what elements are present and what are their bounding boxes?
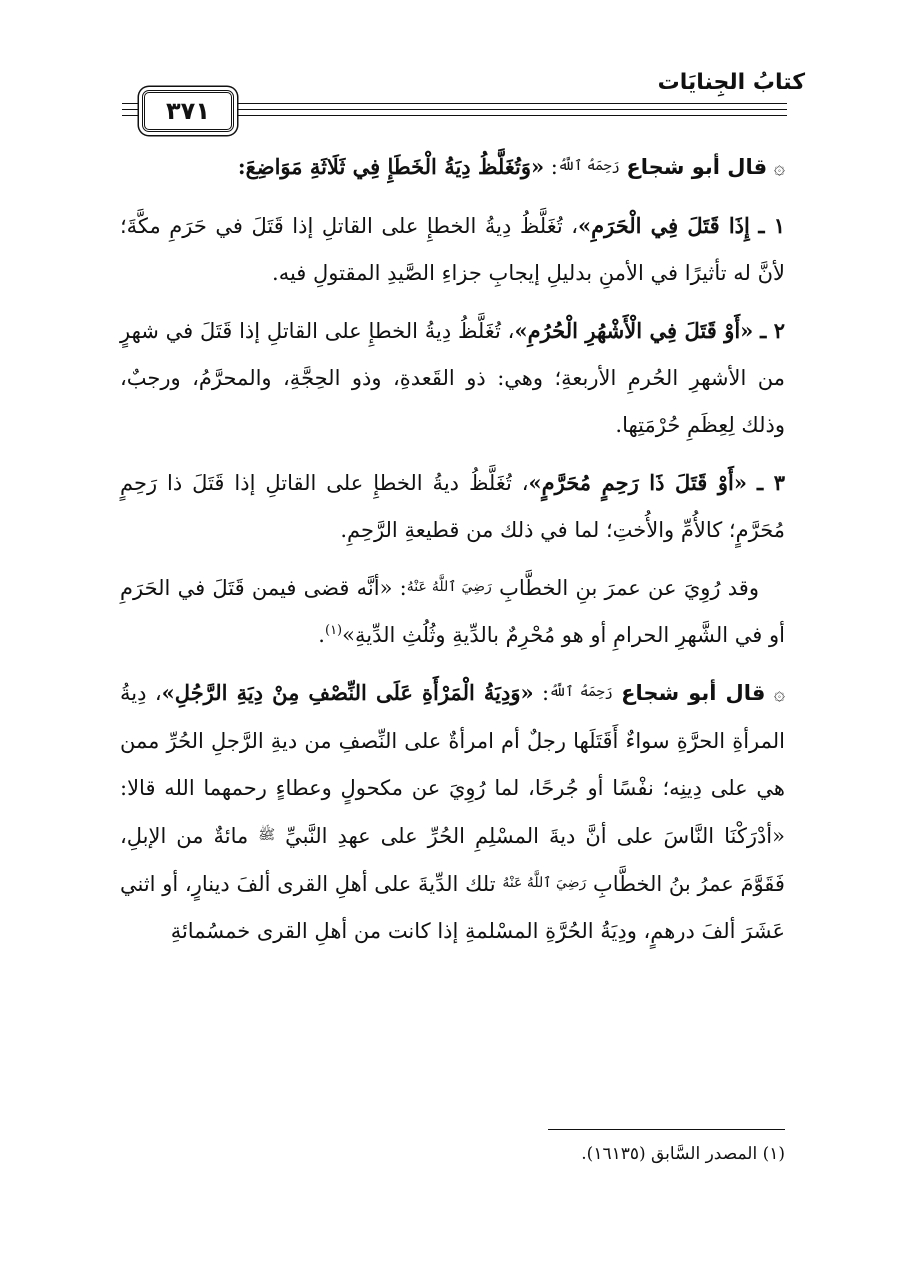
- paragraph: [120, 459, 785, 554]
- colon: :: [550, 155, 558, 179]
- footnote-divider: [548, 1129, 785, 1130]
- paragraph: [120, 564, 785, 659]
- speaker-name: قال أبو شجاع: [621, 681, 766, 705]
- running-header-title: كتابُ الجِنايَات: [657, 70, 805, 95]
- item-number: ٢ ـ: [760, 318, 785, 343]
- honorific: رَضِيَ ٱللَّهُ عَنْهُ: [406, 579, 492, 595]
- honorific: ﷺ: [258, 827, 276, 843]
- section-mark-icon: ۞: [773, 157, 785, 179]
- footnote-marker: (١): [762, 1144, 785, 1164]
- commentary-text: : «أنَّه قضى فيمن قَتَلَ في الحَرَمِ أو في الشَّهرِ الحرامِ أو هو مُحْرِمٌ بالدِّيةِ وثُلُثِ الدِّيةِ»: [120, 576, 785, 647]
- honorific: رَضِيَ ٱللَّهُ عَنْهُ: [502, 875, 587, 891]
- matn-quote: «أَوْ قَتَلَ ذَا رَحِمٍ مُحَرَّمٍ»: [528, 470, 748, 495]
- commentary-text: ، تُغَلَّظُ دِيةُ الخطإِ على القاتلِ إذا قَتَلَ في شهرٍ من الأشهرِ الحُرمِ الأربعةِ؛ وهي: ذو القَعدةِ، وذو الحِجَّةِ، والمحرَّمُ، ورجبٌ، وذلك لِعِظَمِ حُرْمَتِها.: [120, 319, 785, 437]
- commentary-text: مائةٌ من الإبلِ، فَقَوَّمَ عمرُ بنُ الخطَّابِ: [120, 824, 785, 896]
- commentary-text: ، تُغَلَّظُ دِيةُ الخطإِ على القاتلِ إذا قَتَلَ في حَرَمِ مكَّةَ؛ لأنَّ له تأثيرًا في الأمنِ بدليلِ إيجابِ جزاءِ الصَّيدِ المقتولِ فيه.: [120, 214, 785, 285]
- matn-quote: «وَدِيَةُ الْمَرْأَةِ عَلَى النِّصْفِ مِنْ دِيَةِ الرَّجُلِ»: [161, 680, 534, 705]
- paragraph: [120, 202, 785, 297]
- main-text: [120, 143, 785, 965]
- footnote-text: المصدر السَّابق (١٦١٣٥).: [581, 1144, 758, 1164]
- honorific: رَحِمَهُ ٱللَّهُ: [549, 684, 613, 700]
- paragraph: [120, 143, 785, 192]
- colon: :: [542, 681, 550, 705]
- matn-quote: «أَوْ قَتَلَ فِي الْأَشْهُرِ الْحُرُمِ»: [514, 318, 754, 343]
- honorific: رَحِمَهُ ٱللَّهُ: [557, 158, 620, 174]
- section-mark-icon: ۞: [773, 683, 785, 705]
- commentary-text: وقد رُوِيَ عن عمرَ بنِ الخطَّابِ: [499, 576, 759, 600]
- item-number: ٣ ـ: [756, 470, 785, 495]
- commentary-text: ، تُغَلَّظُ ديةُ الخطإِ على القاتلِ إذا قَتَلَ ذا رَحِمٍ مُحَرَّمٍ؛ كالأُمِّ والأُختِ؛ لما في ذلك من قطيعةِ الرَّحِمِ.: [120, 471, 785, 542]
- paragraph: [120, 307, 785, 449]
- matn-quote: إِذَا قَتَلَ فِي الْحَرَمِ»: [578, 213, 750, 238]
- commentary-text: تلك الدِّيةَ على أهلِ القرى ألفَ دينارٍ، أو اثني عَشَرَ ألفَ درهمٍ، ودِيَةُ الحُرَّةِ المسْلمةِ إذا كانت من أهلِ القرى خمسُمائةِ: [120, 872, 785, 943]
- matn-quote: «وَتُغَلَّظُ دِيَةُ الْخَطَإِ فِي ثَلَاثَةِ مَوَاضِعَ:: [237, 154, 545, 179]
- period: .: [318, 623, 325, 647]
- item-number: ١ ـ: [758, 213, 785, 238]
- page-number: ٣٧١: [142, 90, 234, 132]
- footnote: [120, 1140, 785, 1168]
- footnote-reference[interactable]: (١): [324, 623, 343, 638]
- paragraph: [120, 669, 785, 955]
- speaker-name: قال أبو شجاع: [626, 155, 768, 179]
- commentary-text: ، دِيةُ المرأةِ الحرَّةِ سواءٌ أَقَتَلَها رجلٌ أم امرأةٌ على النِّصفِ من ديةِ الرَّجلِ الحُرِّ ممن هي على دِينِه؛ نفْسًا أو جُرحًا، لما رُوِيَ عن مكحولٍ وعطاءٍ رحمهما الله قالا: «أدْرَكْنَا النَّاسَ على أنَّ ديةَ المسْلِمِ الحُرِّ على عهدِ النَّبيِّ: [120, 681, 785, 848]
